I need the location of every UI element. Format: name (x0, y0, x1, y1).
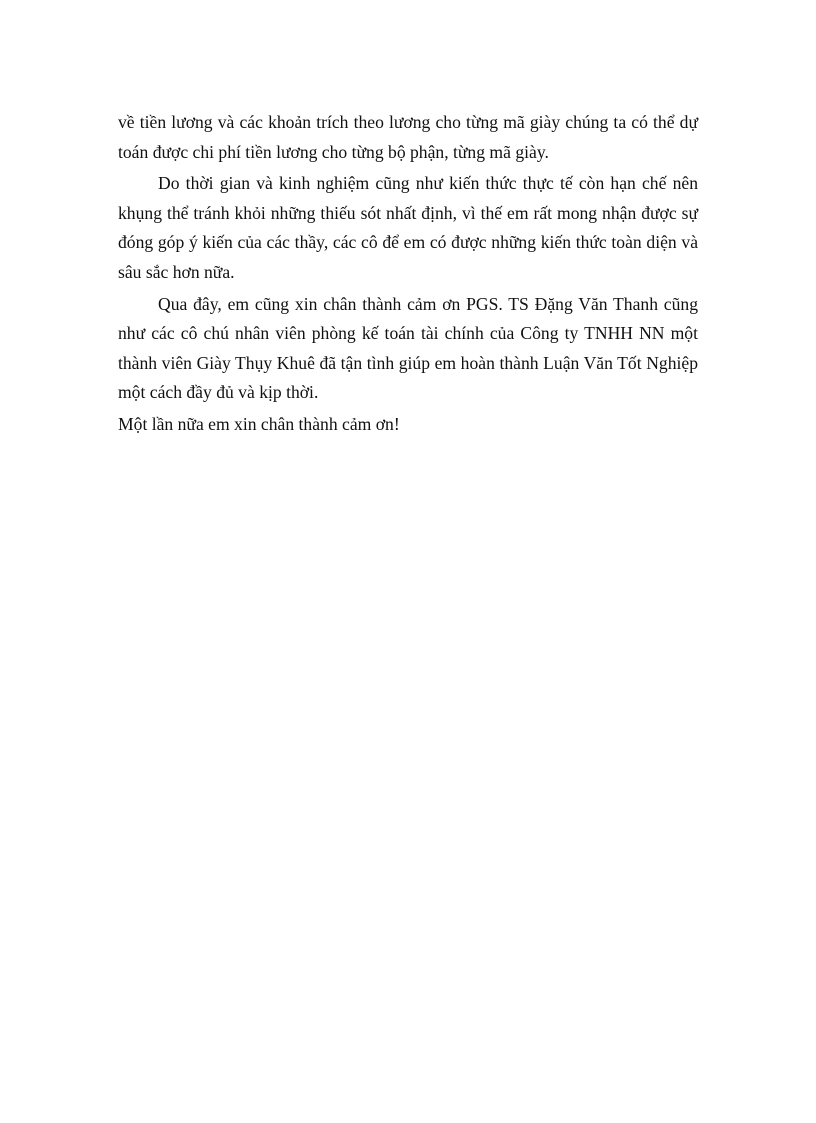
document-body (118, 108, 698, 442)
paragraph-closing-thanks: Một lần nữa em xin chân thành cảm ơn! (118, 413, 400, 434)
paragraph-acknowledgements: Qua đây, em cũng xin chân thành cảm ơn PGS. TS Đặng Văn Thanh cũng như các cô chú nhân viên phòng kế toán tài chính của Công ty TNHH NN một thành viên Giày Thụy Khuê đã tận tình giúp em hoàn thành Luận Văn Tốt Nghiệp một cách đầy đủ và kịp thời. (118, 293, 698, 403)
paragraph-salary-forecast: về tiền lương và các khoản trích theo lương cho từng mã giày chúng ta có thể dự toán được chi phí tiền lương cho từng bộ phận, từng mã giày. (118, 112, 698, 162)
paragraph-limitations: Do thời gian và kinh nghiệm cũng như kiến thức thực tế còn hạn chế nên khụng thể tránh khỏi những thiếu sót nhất định, vì thế em rất mong nhận được sự đóng góp ý kiến của các thầy, các cô để em có được những kiến thức toàn diện và sâu sắc hơn nữa. (118, 173, 698, 282)
